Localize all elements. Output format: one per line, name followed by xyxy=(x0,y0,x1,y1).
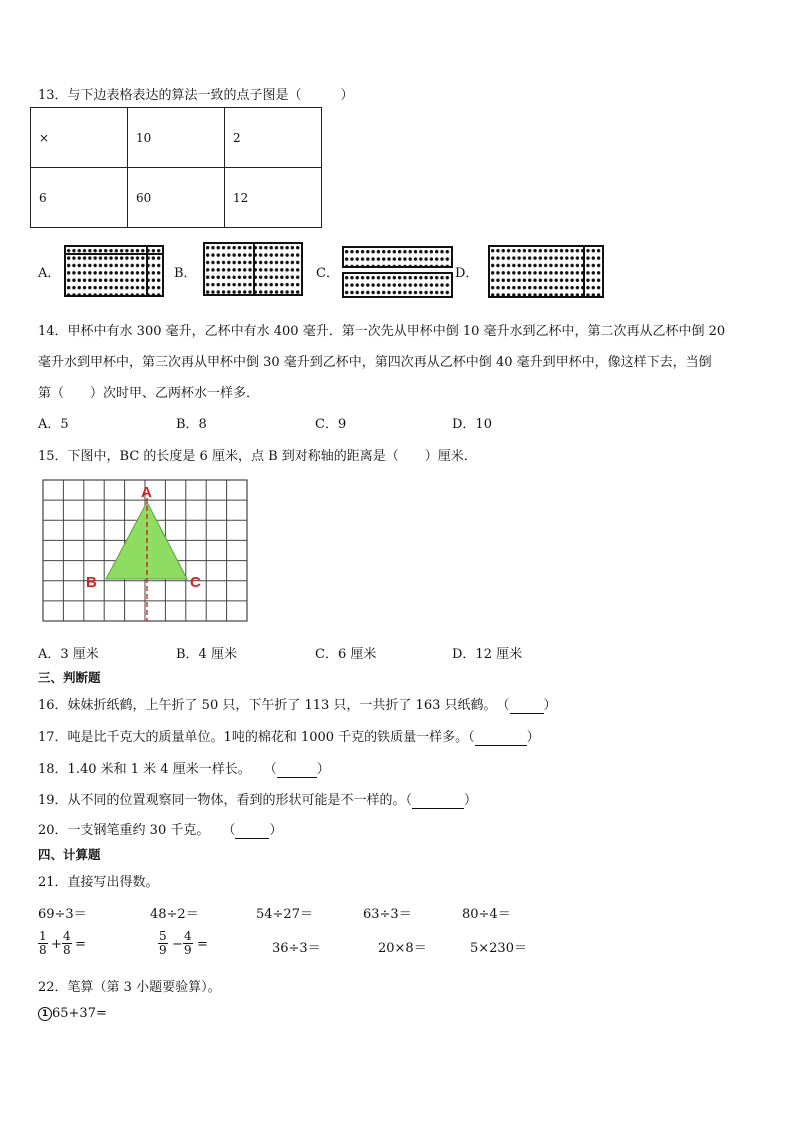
q13-cell: 12 xyxy=(225,168,322,228)
operator: − xyxy=(172,937,183,952)
q13-option-d-label: D． xyxy=(455,266,479,281)
calc-item: 69÷3＝ xyxy=(38,907,87,922)
q19-text: 19．从不同的位置观察同一物体，看到的形状可能是不一样的。（ xyxy=(38,793,413,808)
answer-blank[interactable] xyxy=(235,823,269,839)
operator: + xyxy=(51,937,62,952)
denominator: 9 xyxy=(159,943,167,957)
answer-blank[interactable] xyxy=(510,698,544,714)
q22-item-1-text: 65+37= xyxy=(52,1006,107,1021)
fraction xyxy=(62,930,72,957)
q15-option-a[interactable]: A．3 厘米 xyxy=(38,647,99,662)
q15-option-d[interactable]: D．12 厘米 xyxy=(452,647,523,662)
q15-title: 15．下图中，BC 的长度是 6 厘米，点 B 到对称轴的距离是（ ）厘米． xyxy=(38,449,477,464)
calc-item: 48÷2＝ xyxy=(150,907,199,922)
q20-text: 20．一支钢笔重约 30 千克。 （ xyxy=(38,823,236,838)
q13-cell: × xyxy=(31,108,128,168)
q14-option-a[interactable]: A．5 xyxy=(38,417,69,432)
denominator: 8 xyxy=(39,943,47,957)
q20-close: ） xyxy=(269,823,283,838)
numerator: 4 xyxy=(184,929,192,943)
calc-item: 80÷4＝ xyxy=(462,907,511,922)
q16-text: 16．妹妹折纸鹤，上午折了 50 只，下午折了 113 只，一共折了 163 只纸鹤。 （ xyxy=(38,698,510,713)
dot-array-c-bottom[interactable] xyxy=(342,272,453,298)
answer-blank[interactable] xyxy=(412,793,464,809)
fraction xyxy=(158,930,168,957)
numerator: 1 xyxy=(39,929,47,943)
q18-close: ） xyxy=(316,762,330,777)
q20 xyxy=(38,819,282,839)
calc-item: 5×230＝ xyxy=(470,941,527,956)
q13-cell: 2 xyxy=(225,108,322,168)
denominator: 8 xyxy=(63,943,71,957)
q18-text: 18．1.40 米和 1 米 4 厘米一样长。 （ xyxy=(38,762,277,777)
q14-line-2: 毫升水到甲杯中，第三次再从甲杯中倒 30 毫升到乙杯中，第四次再从乙杯中倒 40 毫升到甲杯中，像这样下去，当倒 xyxy=(38,355,712,370)
q17-text: 17．吨是比千克大的质量单位。1吨的棉花和 1000 千克的铁质量一样多。（ xyxy=(38,730,475,745)
grid-figure xyxy=(40,478,250,623)
dot-array-d[interactable] xyxy=(488,245,604,298)
section-4-heading: 四、计算题 xyxy=(38,847,101,862)
q13-option-a-label: A． xyxy=(38,266,61,281)
answer-blank[interactable] xyxy=(277,762,317,778)
numerator: 4 xyxy=(63,929,71,943)
q19 xyxy=(38,789,477,809)
q14-line-3: 第（ ）次时甲、乙两杯水一样多． xyxy=(38,386,260,401)
q13-cell: 60 xyxy=(128,168,225,228)
q16-close: ） xyxy=(543,698,557,713)
section-3-heading: 三、判断题 xyxy=(38,670,101,685)
q13-option-b-label: B． xyxy=(174,266,197,281)
dot-array-b[interactable] xyxy=(203,242,303,296)
q14-option-b[interactable]: B．8 xyxy=(176,417,207,432)
q13-cell: 6 xyxy=(31,168,128,228)
fraction xyxy=(183,930,193,957)
q22-item-1 xyxy=(38,1006,107,1021)
equals: = xyxy=(75,937,86,952)
point-c-label: C xyxy=(190,574,201,591)
q13-table xyxy=(30,107,322,228)
answer-blank[interactable] xyxy=(475,730,527,746)
q18 xyxy=(38,758,330,778)
q22-title: 22．笔算（第 3 小题要验算）。 xyxy=(38,980,221,995)
dot-array-c-top[interactable] xyxy=(342,246,453,268)
q15-option-b[interactable]: B．4 厘米 xyxy=(176,647,237,662)
q13-cell: 10 xyxy=(128,108,225,168)
point-a-label: A xyxy=(141,484,152,501)
q13-title: 13．与下边表格表达的算法一致的点子图是（ ） xyxy=(38,88,354,103)
dot-array-a[interactable] xyxy=(64,245,164,297)
q17 xyxy=(38,726,540,746)
calc-item: 54÷27＝ xyxy=(256,907,313,922)
q14-line-1: 14．甲杯中有水 300 毫升，乙杯中有水 400 毫升．第一次先从甲杯中倒 10 毫升水到乙杯中，第二次再从乙杯中倒 20 xyxy=(38,324,726,339)
circled-number-icon: 1 xyxy=(38,1007,52,1021)
q14-option-c[interactable]: C．9 xyxy=(315,417,347,432)
denominator: 9 xyxy=(184,943,192,957)
q13-option-c-label: C． xyxy=(316,266,339,281)
numerator: 5 xyxy=(159,929,167,943)
q15-option-c[interactable]: C．6 厘米 xyxy=(315,647,377,662)
q17-close: ） xyxy=(526,730,540,745)
equals: = xyxy=(197,937,208,952)
calc-item: 36÷3＝ xyxy=(272,941,321,956)
calc-item: 63÷3＝ xyxy=(363,907,412,922)
q19-close: ） xyxy=(464,793,478,808)
q14-option-d[interactable]: D．10 xyxy=(452,417,492,432)
fraction xyxy=(38,930,48,957)
point-b-label: B xyxy=(86,574,97,591)
q21-title: 21．直接写出得数。 xyxy=(38,875,159,890)
calc-item: 20×8＝ xyxy=(378,941,427,956)
q16 xyxy=(38,694,557,714)
